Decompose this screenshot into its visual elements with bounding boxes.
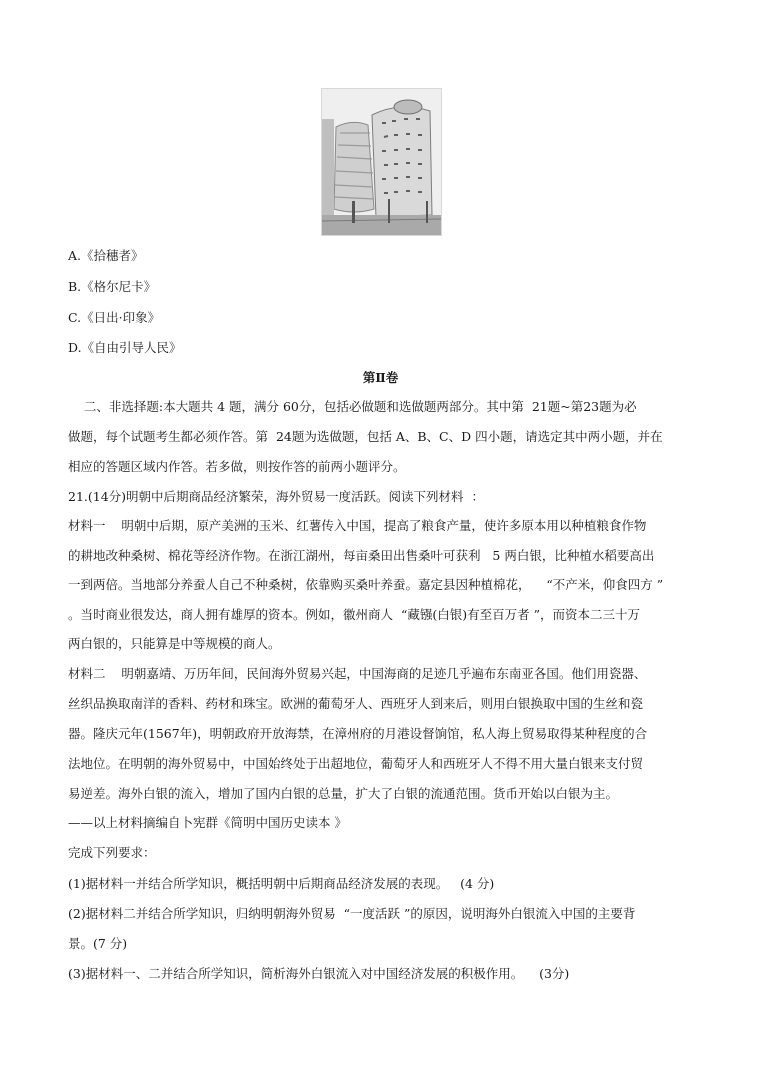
option-b: B.《格尔尼卡》 bbox=[68, 279, 157, 294]
material-two-line-2: 丝织品换取南洋的香料、药材和珠宝。欧洲的葡萄牙人、西班牙人到来后，则用白银换取中国的生丝和瓷 bbox=[68, 696, 644, 711]
material-one-line-4: 。当时商业很发达，商人拥有雄厚的资本。例如，徽州商人 “藏镪(白银)有至百万者 ”，而资本二三十万 bbox=[68, 607, 640, 622]
task-2-line-1: (2)据材料二并结合所学知识，归纳明朝海外贸易 “一度活跃 ”的原因，说明海外白银流入中国的主要背 bbox=[68, 906, 636, 921]
task-intro: 完成下列要求： bbox=[68, 845, 156, 860]
material-two-line-3: 器。隆庆元年(1567年)，明朝政府开放海禁，在漳州府的月港设督饷馆，私人海上贸易取得某种程度的合 bbox=[68, 726, 648, 741]
option-a: A.《拾穗者》 bbox=[68, 248, 144, 263]
question-stem: 21.(14分)明朝中后期商品经济繁荣，海外贸易一度活跃。阅读下列材料 ： bbox=[68, 489, 484, 504]
material-two-line-5: 易逆差。海外白银的流入，增加了国内白银的总量，扩大了白银的流通范围。货币开始以白银为主。 bbox=[68, 786, 619, 801]
building-photo bbox=[321, 88, 442, 236]
task-1: (1)据材料一并结合所学知识，概括明朝中后期商品经济发展的表现。 (4 分) bbox=[68, 876, 495, 891]
material-two-line-1: 材料二 明朝嘉靖、万历年间，民间海外贸易兴起，中国海商的足迹几乎遍布东南亚各国。他们用瓷器、 bbox=[68, 666, 647, 681]
instructions-line-1: 二、非选择题:本大题共 4 题，满分 60分，包括必做题和选做题两部分。其中第 21题~第23题为必 bbox=[68, 399, 637, 414]
instructions-line-3: 相应的答题区域内作答。若多做，则按作答的前两小题评分。 bbox=[68, 459, 406, 474]
material-one-line-2: 的耕地改种桑树、棉花等经济作物。在浙江湖州，每亩桑田出售桑叶可获利 5 两白银，比种植水稻要高出 bbox=[68, 548, 655, 563]
source-citation: ——以上材料摘编自卜宪群《简明中国历史读本 》 bbox=[68, 815, 347, 830]
instructions-line-2: 做题，每个试题考生都必须作答。第 24题为选做题，包括 A、B、C、D 四小题，请选定其中两小题，并在 bbox=[68, 429, 663, 444]
option-d: D.《自由引导人民》 bbox=[68, 340, 182, 355]
dancing-house-image bbox=[322, 89, 441, 235]
material-one-line-5: 两白银的，只能算是中等规模的商人。 bbox=[68, 636, 281, 651]
section-title: 第Ⅱ卷 bbox=[362, 370, 399, 385]
task-2-line-2: 景。(7 分) bbox=[68, 936, 128, 951]
option-c: C.《日出·印象》 bbox=[68, 310, 161, 325]
material-two-line-4: 法地位。在明朝的海外贸易中，中国始终处于出超地位，葡萄牙人和西班牙人不得不用大量白银来支付贸 bbox=[68, 756, 644, 771]
material-one-line-1: 材料一 明朝中后期，原产美洲的玉米、红薯传入中国，提高了粮食产量，使许多原本用以种植粮食作物 bbox=[68, 518, 647, 533]
task-3: (3)据材料一、二并结合所学知识，简析海外白银流入对中国经济发展的积极作用。 (3分) bbox=[68, 966, 570, 981]
material-one-line-3: 一到两倍。当地部分养蚕人自己不种桑树，依靠购买桑叶养蚕。嘉定县因种植棉花， “不产米，仰食四方 ” bbox=[68, 577, 664, 592]
